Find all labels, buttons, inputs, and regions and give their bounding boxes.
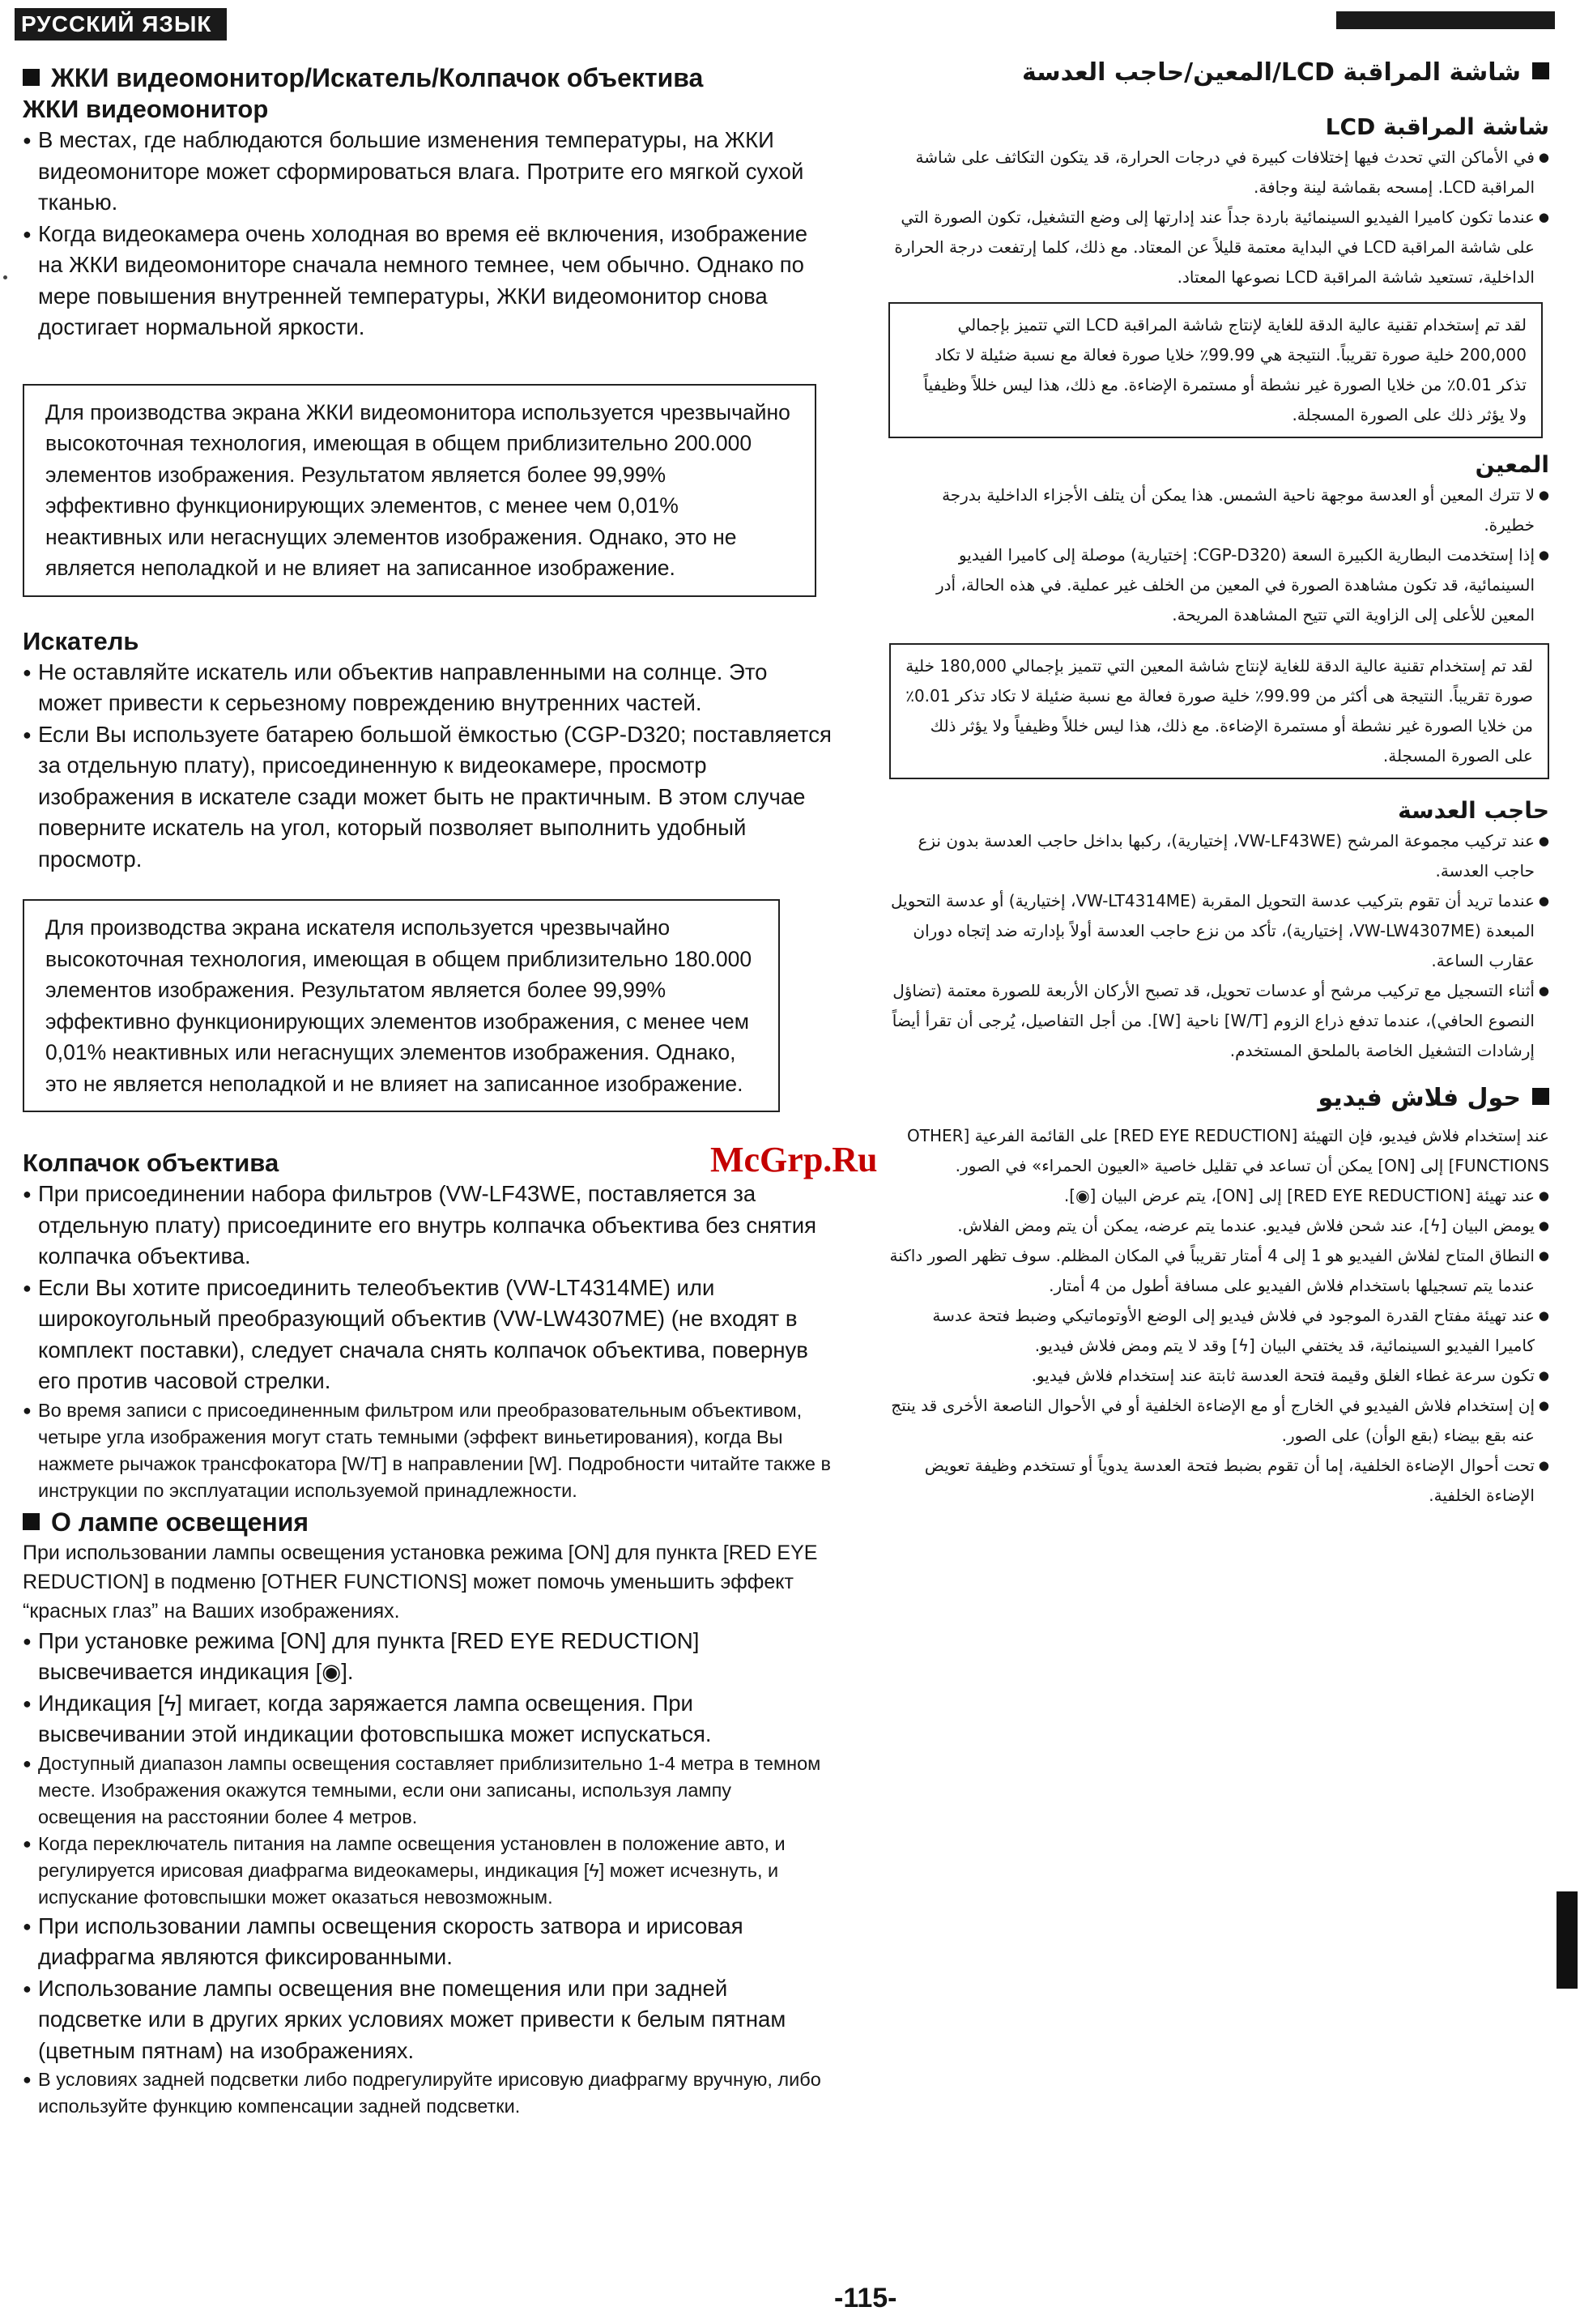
- lamp-list-b: [23, 1750, 833, 1911]
- arabic-column: [889, 57, 1549, 1511]
- list-item: ● عند تهيئة [RED EYE REDUCTION] إلى [ON]، يتم عرض البيان [◉].: [889, 1181, 1549, 1211]
- heading-square-icon: [23, 1513, 40, 1530]
- list-item: ● في الأماكن التي تحدث فيها إختلافات كبيرة في درجات الحرارة، قد يتكون التكاثف على شاشة المراقبة LCD. إمسحه بقماشة لينة وجافة.: [889, 143, 1549, 203]
- list-item: ● Когда видеокамера очень холодная во время её включения, изображение на ЖКИ видеомониторе сначала немного темнее, чем обычно. Однако по мере повышения внутренней температуры, ЖКИ видеомонитор снова достигает нормальной яркости.: [23, 219, 833, 343]
- list-item: ● أثناء التسجيل مع تركيب مرشح أو عدسات تحويل، قد تصبح الأركان الأربعة للصورة معتمة (تضاؤل النصوع الحافي)، عندما تدفع ذراع الزوم [W/T] ناحية [W]. من أجل التفاصيل، يُرجى أن تقرأ أيضاً إرشادات التشغيل الخاصة بالملحق المستخدم.: [889, 976, 1549, 1066]
- list-item: ● عند تركيب مجموعة المرشح (VW-LF43WE، إختيارية)، ركبها بداخل حاجب العدسة بدون نزع حاجب العدسة.: [889, 826, 1549, 886]
- lcd-list: [23, 125, 833, 343]
- viewfinder-list: [23, 657, 833, 876]
- heading-square-icon: [1532, 1088, 1549, 1105]
- ar-viewfinder-heading: المعين: [1475, 451, 1549, 478]
- ar-flash-heading: [889, 1082, 1549, 1115]
- lcd-heading: ЖКИ видеомонитор: [23, 95, 269, 123]
- lamp-list-a: [23, 1626, 833, 1750]
- list-item: ● При присоединении набора фильтров (VW-LF43WE, поставляется за отдельную плату) присоедините его внутрь колпачка объектива без снятия колпачка объектива.: [23, 1179, 833, 1273]
- list-item: ● Не оставляйте искатель или объектив направленными на солнце. Это может привести к серьезному повреждению внутренних частей.: [23, 657, 833, 719]
- list-item: ● Если Вы хотите присоединить телеобъектив (VW-LT4314ME) или широкоугольный преобразующий объектив (VW-LW4307ME) (не входят в комплект поставки), следует сначала снять колпачок объектива, повернув его против часовой стрелки.: [23, 1273, 833, 1397]
- ar-lens-cap-list: [889, 826, 1549, 1066]
- lamp-section-heading: [23, 1506, 833, 1538]
- ar-flash-intro: عند إستخدام فلاش فيديو، فإن التهيئة [RED EYE REDUCTION] على القائمة الفرعية [OTHER FUNCTIONS] إلى [ON] يمكن أن تساعد في تقليل خاصية «العيون الحمراء» في الصور.: [906, 1126, 1549, 1175]
- heading-square-icon: [23, 69, 40, 86]
- list-item: ● Использование лампы освещения вне помещения или при задней подсветке или в других ярких условиях может привести к белым пятнам (цветным пятнам) на изображениях.: [23, 1973, 833, 2067]
- heading-square-icon: [1532, 62, 1549, 79]
- list-item: ● При использовании лампы освещения скорость затвора и ирисовая диафрагма являются фиксированными.: [23, 1911, 833, 1973]
- list-item: ● تحت أحوال الإضاءة الخلفية، إما أن تقوم بضبط فتحة العدسة يدوياً أو تستخدم وظيفة تعويض الإضاءة الخلفية.: [889, 1451, 1549, 1511]
- list-item: ● إذا إستخدمت البطارية الكبيرة السعة (CGP-D320: إختيارية) موصلة إلى كاميرا الفيديو السينمائية، قد تكون مشاهدة الصورة في المعين من الخلف غير عملية. في هذه الحالة، أدر المعين للأعلى إلى الزاوية التي تتيح المشاهدة المريحة.: [889, 540, 1549, 630]
- lens-cap-list-small: [23, 1397, 833, 1504]
- ar-lcd-list: [889, 143, 1549, 292]
- lcd-note-box: Для производства экрана ЖКИ видеомонитора используется чрезвычайно высокоточная технология, имеющая в общем приблизительно 200.000 элементов изображения. Результатом является более 99,99% эффективно функционирующих элементов, с менее чем 0,01% неактивных или негаснущих элементов изображения. Однако, это не является неполадкой и не влияет на записанное изображение.: [23, 384, 816, 597]
- section-title-text: شاشة المراقبة LCD/المعين/حاجب العدسة: [1021, 58, 1521, 87]
- lens-cap-heading: Колпачок объектива: [23, 1149, 279, 1177]
- viewfinder-heading: Искатель: [23, 626, 139, 655]
- scan-speck: [3, 275, 7, 279]
- list-item: ● В местах, где наблюдаются большие изменения температуры, на ЖКИ видеомониторе может сформироваться влага. Протрите его мягкой сухой тканью.: [23, 125, 833, 219]
- ar-viewfinder-list: [889, 480, 1549, 630]
- list-item: ● إن إستخدام فلاش الفيديو في الخارج أو مع الإضاءة الخلفية أو في الأحوال الناصعة الأخرى قد ينتج عنه بقع بيضاء (بقع الوأن) على الصور.: [889, 1391, 1549, 1451]
- list-item: ● النطاق المتاح لفلاش الفيديو هو 1 إلى 4 أمتار تقريباً في المكان المظلم. سوف تظهر الصور داكنة عندما يتم تسجيلها باستخدام فلاش الفيديو على مسافة أطول من 4 أمتار.: [889, 1241, 1549, 1301]
- russian-column: [23, 62, 833, 2120]
- lamp-list-c: [23, 1911, 833, 2067]
- list-item: ● لا تترك المعين أو العدسة موجهة ناحية الشمس. هذا يمكن أن يتلف الأجزاء الداخلية بدرجة خطيرة.: [889, 480, 1549, 540]
- list-item: ● В условиях задней подсветки либо подрегулируйте ирисовую диафрагму вручную, либо используйте функцию компенсации задней подсветки.: [23, 2066, 833, 2120]
- section-title-text: ЖКИ видеомонитор/Искатель/Колпачок объектива: [51, 63, 704, 92]
- list-item: ● عندما تكون كاميرا الفيديو السينمائية باردة جداً عند إدارتها إلى وضع التشغيل، تكون الصورة التي على شاشة المراقبة LCD في البداية معتمة قليلاً عن المعتاد. مع ذلك، كلما إرتفعت درجة الحرارة الداخلية، تستعيد شاشة المراقبة LCD نصوعها المعتاد.: [889, 203, 1549, 292]
- list-item: ● Индикация [ϟ] мигает, когда заряжается лампа освещения. При высвечивании этой индикации фотовспышка может испускаться.: [23, 1688, 833, 1750]
- page-edge-tab: [1557, 1891, 1578, 1989]
- lamp-intro: При использовании лампы освещения установка режима [ON] для пункта [RED EYE REDUCTION] в подменю [OTHER FUNCTIONS] может помочь уменьшить эффект “красных глаз” на Ваших изображениях.: [23, 1541, 818, 1623]
- list-item: ● Когда переключатель питания на лампе освещения установлен в положение авто, и регулируется ирисовая диафрагма видеокамеры, индикация [ϟ] может исчезнуть, и испускание фотовспышки может оказаться невозможным.: [23, 1831, 833, 1911]
- lcd-section-heading: [23, 62, 833, 94]
- lens-cap-list: [23, 1179, 833, 1397]
- lamp-list-d: [23, 2066, 833, 2120]
- list-item: ● تكون سرعة غطاء الغلق وقيمة فتحة العدسة ثابتة عند إستخدام فلاش فيديو.: [889, 1361, 1549, 1391]
- ar-lcd-note-box: لقد تم إستخدام تقنية عالية الدقة للغاية لإنتاج شاشة المراقبة LCD التي تتميز بإجمالي 200,000 خلية صورة تقريباً. النتيجة هي 99.99٪ خلايا صورة فعالة مع نسبة ضئيلة لا تكاد تذكر 0.01٪ من خلايا الصورة غير نشطة أو مستمرة الإضاءة. مع ذلك، هذا ليس خللاً وظيفياً ولا يؤثر ذلك على الصورة المسجلة.: [888, 302, 1543, 438]
- section-title-text: О лампе освещения: [51, 1507, 309, 1537]
- viewfinder-note-box: Для производства экрана искателя используется чрезвычайно высокоточная технология, имеющая в общем приблизительно 180.000 элементов изображения. Результатом является более 99,99% эффективно функционирующих элементов изображения, с менее чем 0,01% неактивных или негаснущих элементов изображения. Однако, это не является неполадкой и не влияет на записанное изображение.: [23, 899, 780, 1112]
- list-item: ● يومض البيان [ϟ]، عند شحن فلاش فيديو. عندما يتم عرضه، يمكن أن يتم ومض الفلاش.: [889, 1211, 1549, 1241]
- page-number: -115-: [834, 2283, 897, 2313]
- list-item: ● Во время записи с присоединенным фильтром или преобразовательным объективом, четыре угла изображения могут стать темными (эффект виньетирования), когда Вы нажмете рычажок трансфокатора [W/T] в направлении [W]. Подробности читайте также в инструкции по эксплуатации используемой принадлежности.: [23, 1397, 833, 1504]
- list-item: ● При установке режима [ON] для пункта [RED EYE REDUCTION] высвечивается индикация [◉].: [23, 1626, 833, 1688]
- language-tag: РУССКИЙ ЯЗЫК: [15, 8, 227, 41]
- header-bar: [1336, 11, 1555, 29]
- ar-viewfinder-note-box: لقد تم إستخدام تقنية عالية الدقة للغاية لإنتاج شاشة المعين التي تتميز بإجمالي 180,000 خلية صورة تقريباً. النتيجة هى أكثر من 99.99٪ خلية صورة فعالة مع نسبة ضئيلة لا تكاد تذكر 0.01٪ من خلايا الصورة غير نشطة أو مستمرة الإضاءة. مع ذلك، هذا ليس خللاً وظيفياً ولا يؤثر ذلك على الصورة المسجلة.: [889, 643, 1549, 779]
- list-item: ● عندما تريد أن تقوم بتركيب عدسة التحويل المقربة (VW-LT4314ME، إختيارية) أو عدسة التحويل المبعدة (VW-LW4307ME، إختيارية)، تأكد من نزع حاجب العدسة أولاً بإدارته ضد إتجاه دوران عقارب الساعة.: [889, 886, 1549, 976]
- list-item: ● Если Вы используете батарею большой ёмкостью (CGP-D320; поставляется за отдельную плату), присоединенную к видеокамере, просмотр изображения в искателе сзади может быть не практичным. В этом случае поверните искатель на угол, который позволяет выполнить удобный просмотр.: [23, 719, 833, 876]
- ar-flash-list: [889, 1181, 1549, 1511]
- ar-lcd-heading: شاشة المراقبة LCD: [1325, 113, 1549, 140]
- watermark: McGrp.Ru: [710, 1140, 878, 1179]
- list-item: ● عند تهيئة مفتاح القدرة الموجود في فلاش فيديو إلى الوضع الأوتوماتيكي وضبط فتحة عدسة كاميرا الفيديو السينمائية، قد يختفي البيان [ϟ] وقد لا يتم ومض فلاش فيديو.: [889, 1301, 1549, 1361]
- ar-section-heading: [889, 57, 1549, 89]
- ar-lens-cap-heading: حاجب العدسة: [1398, 797, 1549, 824]
- list-item: ● Доступный диапазон лампы освещения составляет приблизительно 1-4 метра в темном месте. Изображения окажутся темными, если они записаны, используя лампу освещения на расстоянии более 4 метров.: [23, 1750, 833, 1831]
- section-title-text: حول فلاش فيديو: [1318, 1084, 1521, 1112]
